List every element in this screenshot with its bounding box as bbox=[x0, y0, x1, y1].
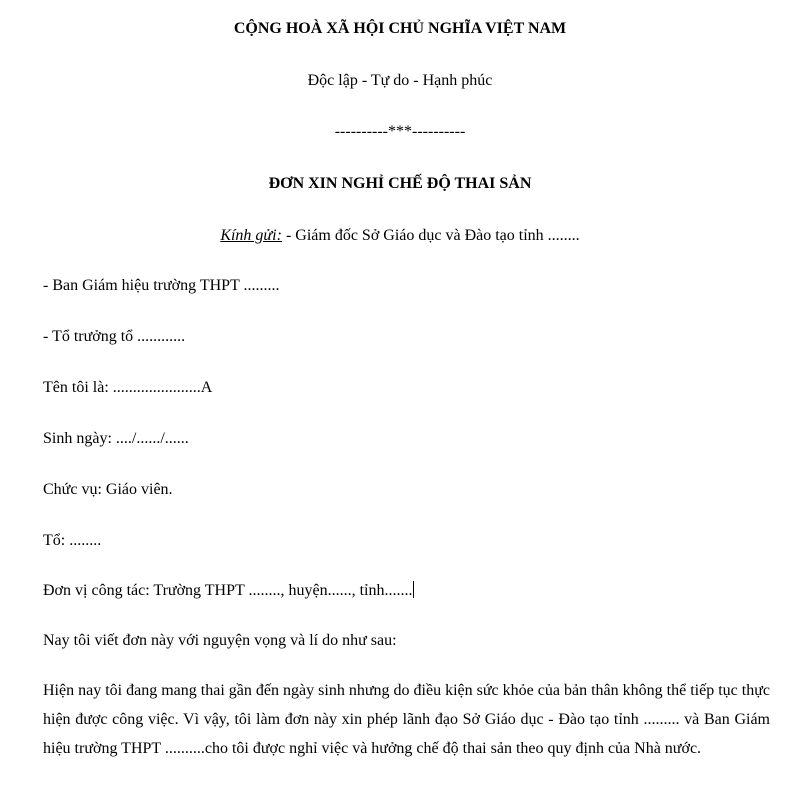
body-paragraph: Hiện nay tôi đang mang thai gần đến ngày sinh nhưng do điều kiện sức khỏe của bản thân không thể tiếp tục thực hiện được công việc. Vì vậy, tôi làm đơn này xin phép lãnh đạo Sở Giáo dục - Đào tạo tỉnh ......... và Ban Giám hiệu trường THPT ..........cho tôi được nghỉ việc và hưởng chế độ thai sản theo quy định của Nhà nước. bbox=[43, 682, 770, 757]
recipient-team-leader: - Tổ trưởng tổ ............ bbox=[43, 328, 186, 345]
field-team: Tổ: ........ bbox=[43, 532, 102, 549]
field-name: Tên tôi là: ......................A bbox=[43, 379, 213, 396]
separator: ----------***---------- bbox=[334, 123, 466, 140]
recipient-primary: - Giám đốc Sở Giáo dục và Đào tạo tỉnh ........ bbox=[281, 227, 580, 244]
recipient-label: Kính gửi: bbox=[220, 227, 282, 244]
recipient-line bbox=[0, 227, 800, 245]
nation-heading: CỘNG HOÀ XÃ HỘI CHỦ NGHĨA VIỆT NAM bbox=[233, 20, 567, 37]
motto: Độc lập - Tự do - Hạnh phúc bbox=[307, 72, 493, 89]
text-cursor bbox=[413, 581, 414, 598]
intro-line: Nay tôi viết đơn này với nguyện vọng và lí do như sau: bbox=[43, 632, 397, 649]
recipient-school: - Ban Giám hiệu trường THPT ......... bbox=[43, 277, 280, 294]
field-dob: Sinh ngày: ..../....../...... bbox=[43, 430, 189, 447]
field-workplace: Đơn vị công tác: Trường THPT ........, huyện......, tỉnh....... bbox=[43, 582, 413, 599]
field-workplace-line bbox=[43, 581, 414, 600]
field-position: Chức vụ: Giáo viên. bbox=[43, 481, 173, 498]
document-title: ĐƠN XIN NGHỈ CHẾ ĐỘ THAI SẢN bbox=[268, 175, 532, 192]
